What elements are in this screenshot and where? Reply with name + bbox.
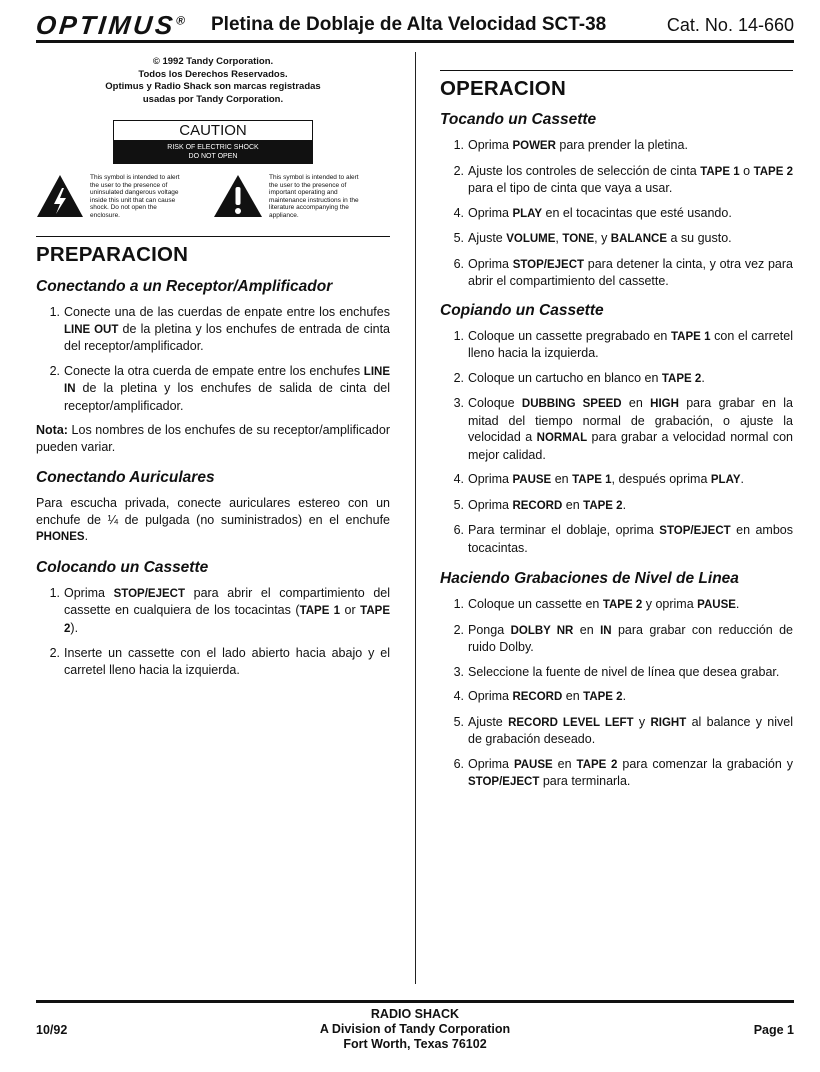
list-item: 6. Oprima STOP/EJECT para detener la cinta, y otra vez para abrir el compartimiento del cassette. [453, 256, 793, 288]
attention-symbol-text: This symbol is intended to alert the user to the presence of important operating and maintenance instructions in the literature accompanying the appliance. [269, 174, 359, 219]
list-item: 6. Para terminar el doblaje, oprima STOP/EJECT en ambos tocacintas. [453, 523, 793, 555]
list-item: 4. Oprima PAUSE en TAPE 1, después oprima PLAY. [453, 472, 744, 486]
lightning-triangle-icon [36, 174, 84, 218]
list-item: 2. Coloque un cartucho en blanco en TAPE 2. [453, 370, 705, 385]
section-title-operacion: OPERACION [440, 77, 566, 100]
caution-warning: RISK OF ELECTRIC SHOCK DO NOT OPEN [114, 141, 312, 163]
list-item: 5. Oprima RECORD en TAPE 2. [453, 497, 627, 512]
list-item: 4. Oprima PLAY en el tocacintas que esté usando. [453, 205, 732, 220]
catalog-number: Cat. No. 14-660 [666, 15, 794, 35]
shock-symbol-block [36, 174, 213, 219]
list-item: 2. Conecte la otra cuerda de empate entre los enchufes LINE IN de la pletina y los enchufes de salida de cinta del receptor/amplificador. [49, 363, 390, 413]
list-item: 4. Oprima RECORD en TAPE 2. [453, 689, 627, 703]
section-rule [36, 236, 390, 267]
subsection-title: Conectando Auriculares [36, 469, 215, 486]
list-item: 1. Coloque un cassette pregrabado en TAPE 1 con el carretel lleno hacia la izquierda. [453, 328, 793, 360]
brand-logo: OPTIMUS® [34, 10, 189, 40]
exclamation-triangle-icon [213, 174, 263, 218]
page-footer [36, 1000, 794, 1051]
subsection-title: Copiando un Cassette [440, 301, 604, 319]
list-item: 6. Oprima PAUSE en TAPE 2 para comenzar la grabación y STOP/EJECT para terminarla. [453, 756, 793, 788]
caution-label [113, 120, 313, 164]
copyright-notice: © 1992 Tandy Corporation. Todos los Derechos Reservados. Optimus y Radio Shack son marcas registradas usadas por Tandy Corporation. [105, 56, 321, 105]
section-rule [440, 70, 793, 101]
load-cassette-steps [36, 585, 390, 679]
list-item: 5. Ajuste RECORD LEVEL LEFT y RIGHT al balance y nivel de grabación deseado. [453, 714, 793, 746]
section-title-preparacion: PREPARACION [36, 243, 189, 266]
list-item: 1. Oprima STOP/EJECT para abrir el compartimiento del cassette en cualquiera de los tocacintas (TAPE 1 or TAPE 2). [49, 585, 391, 635]
page-header [36, 12, 794, 43]
document-title: Pletina de Doblaje de Alta Velocidad SCT-38 [211, 14, 607, 35]
shock-symbol-text: This symbol is intended to alert the user to the presence of uninsulated dangerous voltage inside this unit that can cause shock. Do not open the enclosure. [90, 174, 180, 219]
page-number: Page 1 [753, 1023, 794, 1037]
list-item: 1. Coloque un cassette en TAPE 2 y oprima PAUSE. [453, 597, 740, 611]
list-item: 3. Seleccione la fuente de nivel de línea que desea grabar. [453, 664, 780, 679]
headphones-paragraph: Para escucha privada, conecte auriculares estereo con un enchufe de ¼ de pulgada (no suministrados) en el enchufe PHONES. [36, 496, 390, 543]
subsection-title: Haciendo Grabaciones de Nivel de Linea [440, 570, 739, 587]
left-column [36, 52, 390, 678]
subsection-title: Colocando un Cassette [36, 558, 209, 576]
list-item: 1. Oprima POWER para prender la pletina. [453, 138, 688, 152]
column-divider [415, 52, 416, 984]
list-item: 5. Ajuste VOLUME, TONE, y BALANCE a su gusto. [453, 231, 732, 245]
right-column [440, 70, 793, 791]
caution-title: CAUTION [114, 121, 312, 141]
copy-cassette-steps [440, 328, 793, 557]
play-cassette-steps [440, 137, 793, 290]
note-paragraph: Nota: Los nombres de los enchufes de su receptor/amplificador pueden variar. [36, 423, 390, 454]
warning-symbols [36, 174, 390, 219]
attention-symbol-block [213, 174, 390, 219]
line-recording-steps [440, 596, 793, 791]
subsection-title: Tocando un Cassette [440, 111, 597, 128]
list-item: 2. Ponga DOLBY NR en IN para grabar con reducción de ruido Dolby. [453, 622, 793, 654]
subsection-title: Conectando a un Receptor/Amplificador [36, 278, 333, 295]
list-item: 3. Coloque DUBBING SPEED en HIGH para grabar en la mitad del tiempo normal de grabación, o ajuste la velocidad a NORMAL para grabar a velocidad normal con mejor calidad. [453, 396, 793, 462]
connect-receiver-steps [36, 304, 390, 414]
publisher-info: RADIO SHACK A Division of Tandy Corporation Fort Worth, Texas 76102 [319, 1007, 511, 1051]
print-date: 10/92 [36, 1023, 68, 1037]
list-item: 2. Ajuste los controles de selección de cinta TAPE 1 o TAPE 2 para el tipo de cinta que vaya a usar. [453, 163, 793, 195]
list-item: 1. Conecte una de las cuerdas de enpate entre los enchufes LINE OUT de la pletina y los enchufes de entrada de cinta del receptor/amplificador. [49, 305, 390, 353]
list-item: 2. Inserte un cassette con el lado abierto hacia abajo y el carretel lleno hacia la izquierda. [49, 646, 390, 677]
